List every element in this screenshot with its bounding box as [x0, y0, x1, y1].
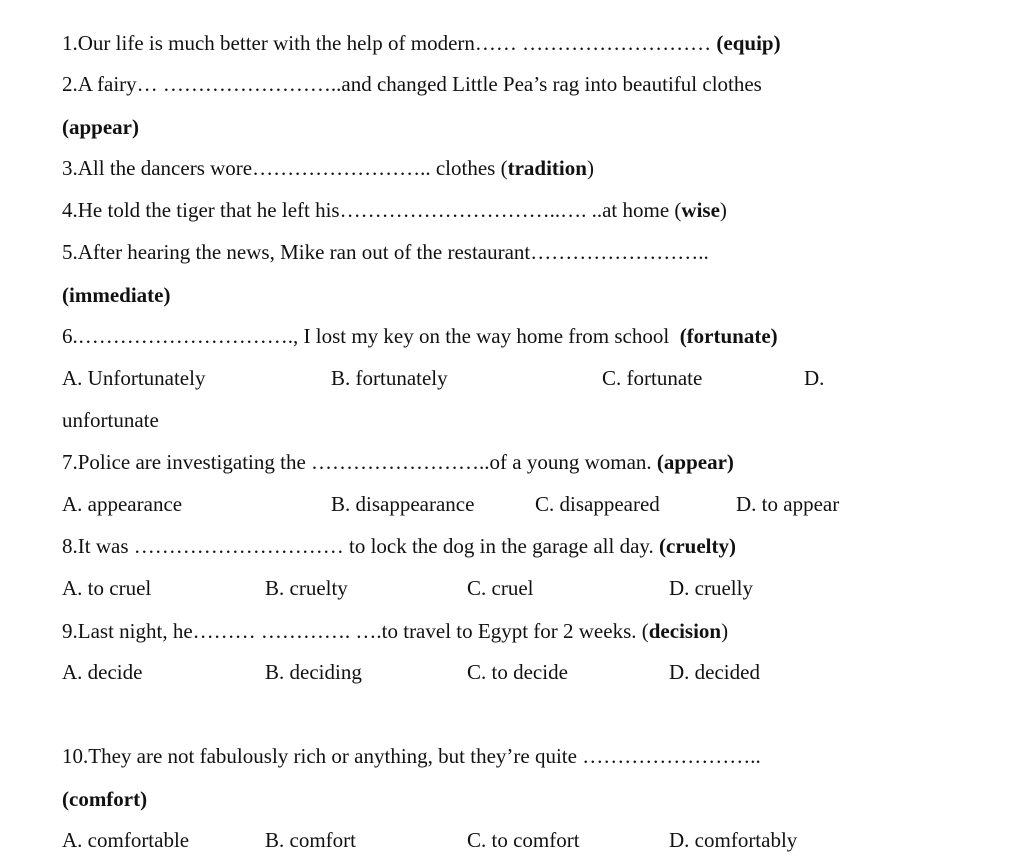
- question-5-hint: [62, 283, 170, 307]
- option-c[interactable]: C. to comfort: [467, 828, 580, 852]
- hint-word: (appear): [62, 115, 139, 139]
- question-9: 9.Last night, he……… …………. ….to travel to Egypt for 2 weeks. (decision): [62, 619, 729, 643]
- hint-word: (equip): [716, 31, 781, 55]
- option-b[interactable]: B. cruelty: [265, 576, 348, 600]
- option-c[interactable]: C. to decide: [467, 660, 568, 684]
- question-2: 2.A fairy… ……………………..and changed Little Pea’s rag into beautiful clothes: [62, 72, 762, 96]
- question-4: 4.He told the tiger that he left his…………………………..…. ..at home (wise): [62, 198, 727, 222]
- hint-word: (immediate): [62, 283, 171, 307]
- question-1: 1.Our life is much better with the help of modern…… ……………………… (equip): [62, 31, 781, 55]
- option-a[interactable]: A. to cruel: [62, 576, 152, 600]
- hint-word: (fortunate): [679, 324, 778, 348]
- hint-word: wise: [681, 198, 720, 222]
- hint-word: tradition: [507, 156, 587, 180]
- hint-word: decision: [648, 619, 722, 643]
- question-8: 8.It was ………………………… to lock the dog in the garage all day. (cruelty): [62, 534, 736, 558]
- option-a[interactable]: A. Unfortunately: [62, 366, 206, 390]
- option-d[interactable]: D. cruelly: [669, 576, 753, 600]
- option-d[interactable]: D.: [804, 366, 825, 390]
- option-c[interactable]: C. disappeared: [535, 492, 660, 516]
- option-b[interactable]: B. fortunately: [331, 366, 448, 390]
- option-b[interactable]: B. deciding: [265, 660, 362, 684]
- option-d[interactable]: D. decided: [669, 660, 760, 684]
- option-d[interactable]: D. comfortably: [669, 828, 798, 852]
- option-d[interactable]: D. to appear: [736, 492, 840, 516]
- hint-word: (appear): [656, 450, 734, 474]
- option-c[interactable]: C. cruel: [467, 576, 534, 600]
- hint-word: (cruelty): [659, 534, 736, 558]
- option-b[interactable]: B. comfort: [265, 828, 356, 852]
- question-7: 7.Police are investigating the ……………………..of a young woman. (appear): [62, 450, 734, 474]
- option-d-wrap[interactable]: unfortunate: [62, 408, 159, 432]
- hint-word: (comfort): [62, 787, 148, 811]
- option-a[interactable]: A. decide: [62, 660, 143, 684]
- option-b[interactable]: B. disappearance: [331, 492, 475, 516]
- question-6: 6.…………………………., I lost my key on the way home from school (fortunate): [62, 324, 778, 348]
- option-a[interactable]: A. comfortable: [62, 828, 190, 852]
- option-a[interactable]: A. appearance: [62, 492, 183, 516]
- question-10: 10.They are not fabulously rich or anything, but they’re quite ……………………..: [62, 744, 761, 768]
- question-3: 3.All the dancers wore…………………….. clothes (tradition): [62, 156, 594, 180]
- question-2-hint: [62, 115, 139, 139]
- option-c[interactable]: C. fortunate: [602, 366, 703, 390]
- question-10-hint: [62, 787, 147, 811]
- question-5: 5.After hearing the news, Mike ran out of the restaurant……………………..: [62, 240, 709, 264]
